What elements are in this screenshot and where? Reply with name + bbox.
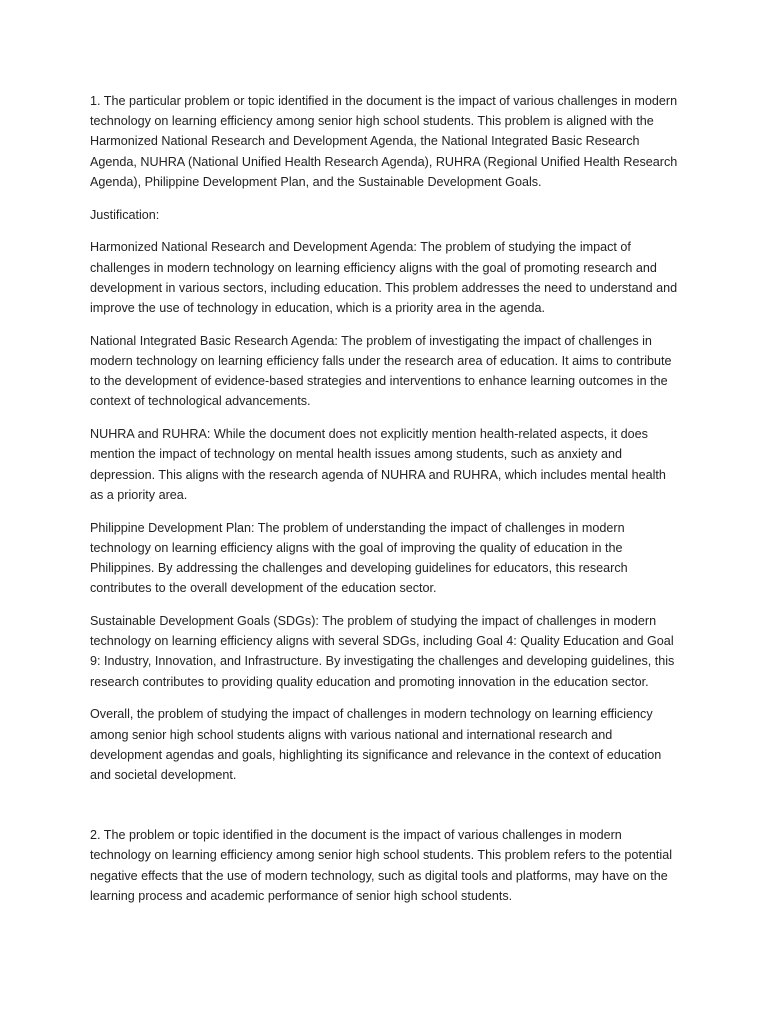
paragraph-nibra: National Integrated Basic Research Agenda: The problem of investigating the impact of challenges in modern technology on learning efficiency falls under the research area of education. It aims to contribute to the development of evidence-based strategies and interventions to enhance learning outcomes in the context of technological advancements. xyxy=(90,333,672,409)
paragraph-2-problem-statement: 2. The problem or topic identified in the document is the impact of various challenges in modern technology on learning efficiency among senior high school students. This problem refers to the potential negative effects that the use of modern technology, such as digital tools and platforms, may have on the learning process and academic performance of senior high school students. xyxy=(90,828,672,903)
paragraph-overall: Overall, the problem of studying the impact of challenges in modern technology on learning efficiency among senior high school students aligns with various national and international research and development agendas and goals, highlighting its significance and relevance in the context of education and societal development. xyxy=(90,707,662,783)
paragraph-1-problem-statement: 1. The particular problem or topic identified in the document is the impact of various challenges in modern technology on learning efficiency among senior high school students. This problem is aligned with the Harmonized National Research and Development Agenda, the National Integrated Basic Research Agenda, NUHRA (National Unified Health Research Agenda), RUHRA (Regional Unified Health Research Agenda), Philippine Development Plan, and the Sustainable Development Goals. xyxy=(90,94,678,189)
paragraph-nuhra-ruhra: NUHRA and RUHRA: While the document does not explicitly mention health-related aspects, it does mention the impact of technology on mental health issues among students, such as anxiety and depression. This aligns with the research agenda of NUHRA and RUHRA, which includes mental health as a priority area. xyxy=(90,427,666,502)
document-body xyxy=(90,91,682,919)
justification-heading: Justification: xyxy=(90,207,160,222)
paragraph-harmonized-agenda: Harmonized National Research and Development Agenda: The problem of studying the impact of challenges in modern technology on learning efficiency aligns with the goal of promoting research and development in various sectors, including education. This problem addresses the need to understand and improve the use of technology in education, which is a priority area in the agenda. xyxy=(90,240,678,316)
paragraph-pdp: Philippine Development Plan: The problem of understanding the impact of challenges in modern technology on learning efficiency aligns with the goal of improving the quality of education in the Philippines. By addressing the challenges and developing guidelines for educators, this research contributes to the overall development of the education sector. xyxy=(90,520,628,596)
paragraph-sdgs: Sustainable Development Goals (SDGs): The problem of studying the impact of challenges in modern technology on learning efficiency aligns with several SDGs, including Goal 4: Quality Education and Goal 9: Industry, Innovation, and Infrastructure. By investigating the challenges and developing guidelines, this research contributes to providing quality education and promoting innovation in the education sector. xyxy=(90,614,675,689)
